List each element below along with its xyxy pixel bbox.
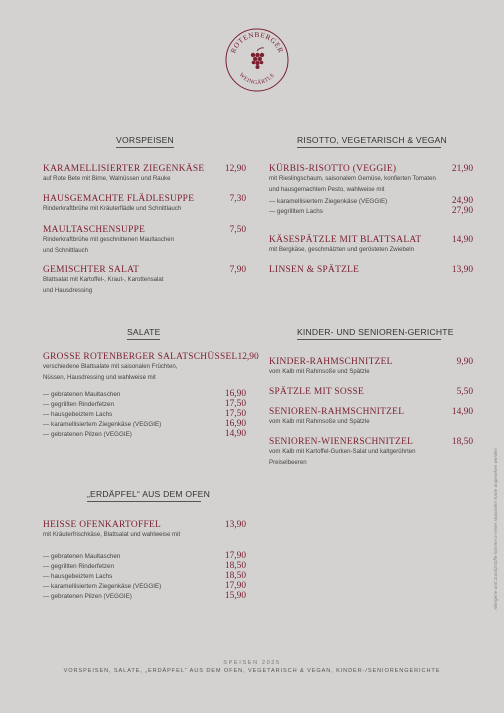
item-description: und hausgemachtem Pesto, wahlweise mit [269, 185, 385, 193]
item-description: Preiselbeeren [269, 458, 307, 466]
addon-label: — karamellisiertem Ziegenkäse (VEGGIE) [269, 198, 388, 205]
item-name: HEISSE OFENKARTOFFEL [43, 520, 162, 530]
item-description: vom Kalb mit Rahmsoße und Spätzle [269, 418, 370, 425]
item-price: 14,90 [451, 407, 473, 417]
grape-icon [251, 48, 264, 69]
addon-price: 15,90 [224, 591, 246, 601]
item-name: LINSEN & SPÄTZLE [269, 265, 360, 275]
item-description: mit Bergkäse, geschmälzten und gerösteten Zwiebeln [269, 246, 414, 253]
menu-item-kinder-rahmschnitzel [269, 357, 473, 378]
addon-price: 18,50 [224, 571, 246, 581]
item-description: und Hausdressing [43, 286, 93, 294]
addon-price: 14,90 [224, 429, 246, 439]
addon-price: 17,50 [224, 399, 246, 409]
footer-title: SPEISEN 2025 [223, 660, 281, 666]
addon-row [43, 399, 246, 409]
addon-label: — gebratenen Pilzen (VEGGIE) [43, 593, 132, 600]
addon-price: 27,90 [451, 206, 473, 216]
addon-row [269, 206, 473, 216]
item-price: 7,30 [229, 194, 246, 204]
addon-row [43, 429, 246, 439]
item-description: und Schnittlauch [43, 246, 89, 254]
menu-item-senioren-wienerschnitzel [269, 437, 473, 468]
addon-label: — gebratenen Maultaschen [43, 391, 121, 398]
svg-text:WEINGÄRTLE [238, 72, 277, 86]
addon-row [43, 409, 246, 419]
addon-label: — karamellisiertem Ziegenkäse (VEGGIE) [43, 421, 162, 428]
item-price: 13,90 [224, 520, 246, 530]
menu-item-ziegenkaese [43, 164, 246, 185]
addon-label: — gegrillten Rinderfetzen [43, 563, 115, 570]
addon-row [43, 551, 246, 561]
addon-price: 17,90 [224, 551, 246, 561]
allergen-note: Allergene und Zusatzstoffe können in einer separaten Karte angesehen werden. [493, 447, 498, 610]
addon-label: — gegrillten Rinderfetzen [43, 401, 115, 408]
addon-label: — gebratenen Pilzen (VEGGIE) [43, 431, 132, 438]
addon-row [43, 419, 246, 429]
section-title-salate: SALATE [127, 327, 161, 337]
addon-row [43, 389, 246, 399]
item-description: Blattsalat mit Kartoffel-, Kraut-, Karottensalat [43, 276, 164, 283]
addon-label: — hausgebeiztem Lachs [43, 573, 113, 580]
section-title-vorspeisen: VORSPEISEN [116, 135, 174, 145]
addon-price: 18,50 [224, 561, 246, 571]
item-name: KARAMELLISIERTER ZIEGENKÄSE [43, 164, 205, 174]
logo-top-text: ROTENBERGER [229, 30, 285, 55]
item-price: 14,90 [451, 235, 473, 245]
menu-item-ofenkartoffel [43, 520, 246, 541]
section-title-erdaepfel: „ERDÄPFEL“ AUS DEM OFEN [87, 489, 211, 499]
menu-item-kaesespaetzle [269, 235, 473, 256]
item-price: 9,90 [456, 357, 473, 367]
item-name: SENIOREN-RAHMSCHNITZEL [269, 407, 405, 417]
item-description: verschiedene Blattsalate mit saisonalen Früchten, [43, 363, 178, 370]
addon-row [43, 591, 246, 601]
footer-categories: VORSPEISEN, SALATE, „ERDÄPFEL“ AUS DEM OFEN, VEGETARISCH & VEGAN, KINDER-/SENIORENGERICHTE [63, 668, 441, 674]
item-price: 7,50 [229, 225, 246, 235]
item-price: 7,90 [229, 265, 246, 275]
menu-item-kuerbis-risotto [269, 164, 473, 195]
addon-price: 17,90 [224, 581, 246, 591]
addon-row [269, 196, 473, 206]
menu-item-flaedlesuppe [43, 194, 246, 215]
item-description: mit Rieslingschaum, saisonalem Gemüse, konfierten Tomaten [269, 175, 436, 182]
item-price: 21,90 [451, 164, 473, 174]
addon-row [43, 561, 246, 571]
item-description: mit Kräuterfrischkäse, Blattsalat und wahlweise mit [43, 531, 181, 538]
menu-item-salatschuessel [43, 352, 259, 383]
addon-row [43, 571, 246, 581]
addon-label: — karamellisiertem Ziegenkäse (VEGGIE) [43, 583, 162, 590]
item-price: 18,50 [451, 437, 473, 447]
addon-price: 17,50 [224, 409, 246, 419]
addon-row [43, 581, 246, 591]
item-name: GEMISCHTER SALAT [43, 265, 140, 275]
item-name: SPÄTZLE MIT SOSSE [269, 387, 365, 397]
logo [224, 27, 290, 93]
item-name: MAULTASCHENSUPPE [43, 225, 146, 235]
section-title-kinder: KINDER- UND SENIOREN-GERICHTE [297, 327, 454, 337]
item-name: HAUSGEMACHTE FLÄDLESUPPE [43, 194, 195, 204]
item-name: KÜRBIS-RISOTTO (VEGGIE) [269, 164, 397, 174]
menu-item-linsen-spaetzle [269, 265, 473, 275]
menu-item-spaetzle-sosse [269, 387, 473, 397]
logo-bottom-text: WEINGÄRTLE [237, 71, 277, 87]
item-price: 12,90 [237, 352, 259, 362]
addon-price: 24,90 [451, 196, 473, 206]
item-name: KINDER-RAHMSCHNITZEL [269, 357, 393, 367]
menu-item-gemischter-salat [43, 265, 246, 296]
item-description: auf Rote Bete mit Birne, Walnüssen und Rauke [43, 175, 171, 182]
item-name: KÄSESPÄTZLE MIT BLATTSALAT [269, 235, 422, 245]
menu-item-maultaschensuppe [43, 225, 246, 256]
addon-label: — hausgebeiztem Lachs [43, 411, 113, 418]
addon-label: — gegrilltem Lachs [269, 208, 323, 215]
item-price: 12,90 [224, 164, 246, 174]
item-description: Rinderkraftbrühe mit geschnittenen Maultaschen [43, 236, 175, 243]
item-description: Rinderkraftbrühe mit Kräuterflädle und Schnittlauch [43, 205, 182, 212]
item-description: vom Kalb mit Kartoffel-Gurken-Salat und kaltgerührten [269, 448, 416, 455]
item-price: 5,50 [456, 387, 473, 397]
item-description: Nüssen, Hausdressing und wahlweise mit [43, 373, 156, 381]
item-name: SENIOREN-WIENERSCHNITZEL [269, 437, 414, 447]
addon-price: 16,90 [224, 419, 246, 429]
addon-label: — gebratenen Maultaschen [43, 553, 121, 560]
section-title-risotto: RISOTTO, VEGETARISCH & VEGAN [297, 135, 447, 145]
item-name: GROSSE ROTENBERGER SALATSCHÜSSEL [43, 352, 238, 362]
item-price: 13,90 [451, 265, 473, 275]
item-description: vom Kalb mit Rahmsoße und Spätzle [269, 368, 370, 375]
menu-item-senioren-rahmschnitzel [269, 407, 473, 428]
addon-price: 16,90 [224, 389, 246, 399]
